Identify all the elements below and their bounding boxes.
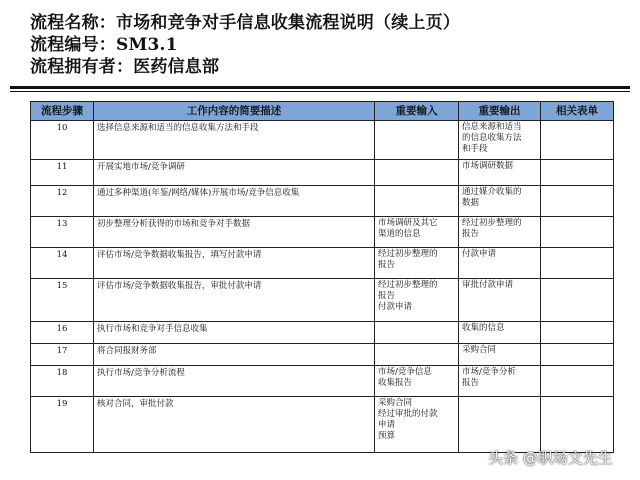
key-input-cell [375, 322, 459, 344]
watermark: 头条 @职场文先生 [488, 449, 613, 467]
key-input-cell [375, 160, 459, 186]
step-number: 11 [31, 160, 94, 186]
key-output-cell [459, 186, 541, 217]
key-output-cell [459, 217, 541, 248]
column-header-step: 流程步骤 [31, 102, 94, 121]
key-output-line: 报告 [462, 378, 480, 388]
step-description: 将合同报财务部 [94, 344, 375, 366]
related-form-cell [541, 322, 614, 344]
table-row [31, 279, 614, 322]
key-output-line: 市场/竞争分析 [462, 367, 516, 377]
header-divider-thick [10, 86, 630, 89]
step-description: 初步整理分析获得的市场和竞争对手数据 [94, 217, 375, 248]
key-output-cell [459, 160, 541, 186]
step-number: 12 [31, 186, 94, 217]
key-input-line: 经过初步整理的 [378, 249, 438, 259]
key-output-line: 经过初步整理的 [462, 218, 522, 228]
key-output-line: 和手段 [462, 144, 488, 154]
table-row [31, 322, 614, 344]
related-form-cell [541, 217, 614, 248]
step-description: 执行市场和竞争对手信息收集 [94, 322, 375, 344]
key-output-line: 市场调研数据 [462, 161, 514, 171]
key-output-line: 数据 [462, 198, 480, 208]
key-output-cell [459, 279, 541, 322]
key-output-cell [459, 121, 541, 160]
key-input-line: 渠道的信息 [378, 229, 421, 239]
step-number: 13 [31, 217, 94, 248]
related-form-cell [541, 397, 614, 453]
step-description: 评估市场/竞争数据收集报告，填写付款申请 [94, 248, 375, 279]
key-input-cell [375, 217, 459, 248]
step-number: 14 [31, 248, 94, 279]
key-output-line: 审批付款申请 [462, 280, 514, 290]
key-input-line: 付款申请 [378, 302, 413, 312]
key-input-line: 采购合同 [378, 398, 413, 408]
key-output-cell [459, 366, 541, 397]
key-output-cell [459, 322, 541, 344]
process-name: 流程名称：市场和竞争对手信息收集流程说明（续上页） [30, 13, 460, 33]
related-form-cell [541, 279, 614, 322]
related-form-cell [541, 248, 614, 279]
table-row [31, 344, 614, 366]
header-divider-thin [10, 91, 630, 92]
table-header-row [31, 102, 614, 121]
key-input-line: 市场/竞争信息 [378, 367, 432, 377]
table-row [31, 397, 614, 453]
process-table [30, 101, 614, 453]
key-output-line: 收集的信息 [462, 323, 505, 333]
key-output-line: 报告 [462, 229, 480, 239]
column-header-input: 重要输入 [375, 102, 459, 121]
key-input-line: 经过审批的付款 [378, 409, 438, 419]
table-row [31, 160, 614, 186]
key-output-line: 的信息收集方法 [462, 133, 522, 143]
related-form-cell [541, 160, 614, 186]
key-output-cell [459, 344, 541, 366]
step-number: 18 [31, 366, 94, 397]
column-header-description: 工作内容的简要描述 [94, 102, 375, 121]
key-input-cell [375, 248, 459, 279]
key-input-line: 经过初步整理的 [378, 280, 438, 290]
key-input-cell [375, 344, 459, 366]
key-input-line: 预算 [378, 431, 396, 441]
step-number: 15 [31, 279, 94, 322]
key-output-line: 采购合同 [462, 345, 497, 355]
key-input-cell [375, 121, 459, 160]
process-owner: 流程拥有者：医药信息部 [30, 57, 220, 77]
step-description: 核对合同，审批付款 [94, 397, 375, 453]
step-number: 16 [31, 322, 94, 344]
step-description: 通过多种渠道(年鉴/网络/媒体)开展市场/竞争信息收集 [94, 186, 375, 217]
key-input-line: 报告 [378, 260, 396, 270]
step-description: 选择信息来源和适当的信息收集方法和手段 [94, 121, 375, 160]
document-header [30, 12, 460, 78]
related-form-cell [541, 186, 614, 217]
key-input-line: 报告 [378, 291, 396, 301]
key-input-line: 市场调研及其它 [378, 218, 438, 228]
key-input-cell [375, 366, 459, 397]
column-header-forms: 相关表单 [541, 102, 614, 121]
column-header-output: 重要输出 [459, 102, 541, 121]
related-form-cell [541, 121, 614, 160]
step-number: 19 [31, 397, 94, 453]
key-output-cell [459, 248, 541, 279]
key-input-cell [375, 279, 459, 322]
key-output-cell [459, 397, 541, 453]
table-row [31, 217, 614, 248]
table-row [31, 121, 614, 160]
table-row [31, 248, 614, 279]
step-description: 执行市场/竞争分析流程 [94, 366, 375, 397]
process-number: 流程编号：SM3.1 [30, 35, 178, 55]
related-form-cell [541, 366, 614, 397]
step-description: 开展实地市场/竞争调研 [94, 160, 375, 186]
key-output-line: 通过媒介收集的 [462, 187, 522, 197]
table-row [31, 186, 614, 217]
step-description: 评估市场/竞争数据收集报告，审批付款申请 [94, 279, 375, 322]
step-number: 17 [31, 344, 94, 366]
key-output-line: 付款申请 [462, 249, 497, 259]
key-output-line: 信息来源和适当 [462, 122, 522, 132]
key-input-line: 申请 [378, 420, 396, 430]
process-table-container [30, 101, 613, 453]
key-input-cell [375, 186, 459, 217]
step-number: 10 [31, 121, 94, 160]
related-form-cell [541, 344, 614, 366]
table-row [31, 366, 614, 397]
key-input-cell [375, 397, 459, 453]
key-input-line: 收集报告 [378, 378, 413, 388]
